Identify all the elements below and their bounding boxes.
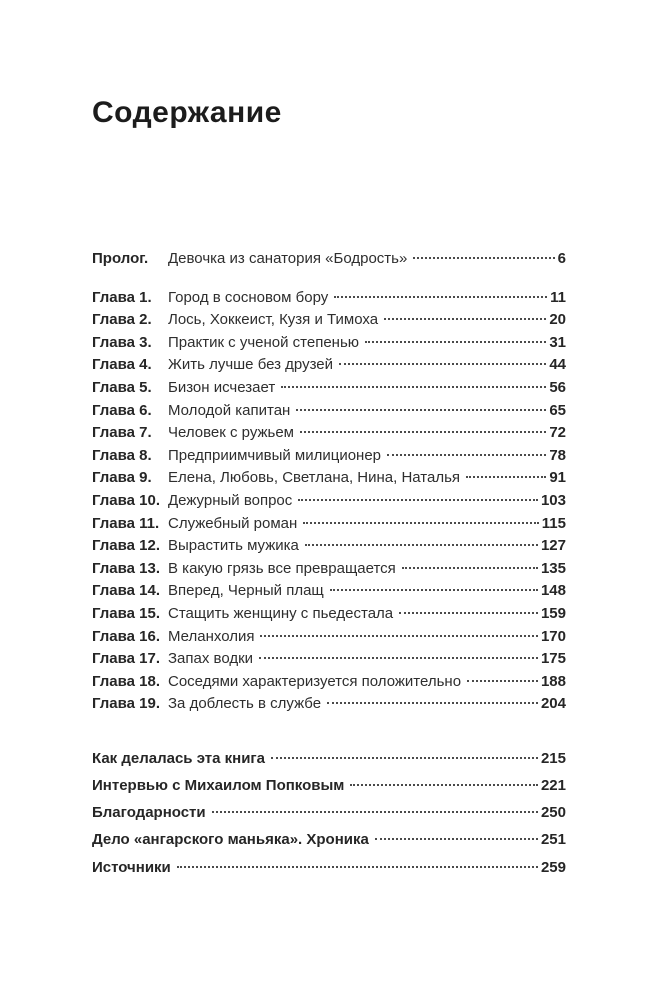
entry-title: Бизон исчезает [168,378,276,396]
toc-entry [92,535,566,558]
toc-entry [92,626,566,649]
entry-title: Практик с ученой степенью [168,333,360,351]
entry-title: Вперед, Черный плащ [168,582,324,600]
entry-title: В какую грязь все превращается [168,559,396,577]
toc-entry [92,400,566,423]
entry-title: Молодой капитан [168,401,291,419]
section-page: 215 [540,749,566,767]
entry-page: 204 [540,695,566,713]
entry-label: Глава 6. [92,401,152,419]
dot-leader [327,702,538,704]
entry-title: Лось, Хоккеист, Кузя и Тимоха [168,311,379,329]
entry-page: 11 [550,288,566,306]
entry-label: Глава 13. [92,559,161,577]
toc-entry [92,580,566,603]
entry-page: 103 [540,491,566,509]
dot-leader [365,341,546,343]
entry-label: Глава 1. [92,288,152,306]
entry-label: Глава 17. [92,650,161,668]
entry-title: Меланхолия [168,627,255,645]
entry-title: Служебный роман [168,514,298,532]
entry-label: Глава 19. [92,695,161,713]
entry-title: Запах водки [168,650,254,668]
entry-page: 65 [549,401,566,419]
dot-leader [300,431,546,433]
dot-leader [305,544,538,546]
entry-page: 127 [540,537,566,555]
toc-entry [92,377,566,400]
entry-label: Глава 16. [92,627,161,645]
entry-label: Пролог. [92,250,149,267]
entry-title: Город в сосновом бору [168,288,329,306]
entry-page: 56 [549,378,566,396]
entry-title: За доблесть в службе [168,695,322,713]
section-page: 251 [540,831,566,849]
entry-page: 44 [549,356,566,374]
entry-label: Глава 7. [92,424,152,442]
dot-leader [303,522,539,524]
entry-page: 135 [540,559,566,577]
toc-section-entry [92,854,566,881]
entry-title: Стащить женщину с пьедестала [168,604,394,622]
entry-label: Глава 3. [92,333,152,351]
entry-title: Дежурный вопрос [168,491,293,509]
entry-title: Человек с ружьем [168,424,294,442]
section-title: Благодарности [92,804,206,822]
dot-leader [177,866,538,868]
toc-entry [92,422,566,445]
toc-entry [92,354,566,377]
entry-page: 6 [557,250,566,267]
dot-leader [402,567,538,569]
dot-leader [399,612,538,614]
entry-page: 78 [549,446,566,464]
section-title: Дело «ангарского маньяка». Хроника [92,831,369,849]
entry-title: Елена, Любовь, Светлана, Нина, Наталья [168,469,461,487]
dot-leader [330,589,538,591]
entry-label: Глава 8. [92,446,152,464]
entry-label: Глава 4. [92,356,152,374]
dot-leader [259,657,538,659]
entry-page: 20 [549,311,566,329]
entry-page: 188 [540,672,566,690]
entry-page: 170 [540,627,566,645]
entry-page: 148 [540,582,566,600]
toc-section-entry [92,799,566,826]
entry-page: 31 [549,333,566,351]
entry-title: Девочка из санатория «Бодрость» [168,250,408,267]
page-title: Содержание [92,96,282,129]
entry-title: Предприимчивый милиционер [168,446,382,464]
toc-entry [92,490,566,513]
dot-leader [413,257,554,259]
toc-entry [92,309,566,332]
toc-entry [92,287,566,310]
dot-leader [339,363,546,365]
toc-entry [92,445,566,468]
toc-entry-list [92,248,566,716]
dot-leader [212,811,538,813]
entry-page: 72 [549,424,566,442]
entry-page: 91 [549,469,566,487]
dot-leader [271,757,538,759]
dot-leader [387,454,546,456]
dot-leader [375,838,538,840]
toc-entry [92,648,566,671]
dot-leader [281,386,546,388]
section-title: Источники [92,858,171,876]
toc-entry [92,332,566,355]
entry-label: Глава 10. [92,491,161,509]
entry-title: Вырастить мужика [168,537,299,555]
dot-leader [334,296,547,298]
entry-label: Глава 2. [92,311,152,329]
entry-page: 175 [540,650,566,668]
entry-title: Соседями характеризуется положительно [168,672,462,690]
section-title: Как делалась эта книга [92,749,266,767]
entry-title: Жить лучше без друзей [168,356,334,374]
section-page: 250 [540,804,566,822]
entry-label: Глава 12. [92,537,161,555]
toc-entry [92,693,566,716]
dot-leader [260,635,537,637]
section-page: 259 [540,858,566,876]
dot-leader [466,476,546,478]
entry-label: Глава 11. [92,514,160,532]
toc-section-entry [92,745,566,772]
dot-leader [296,409,546,411]
toc-entry [92,558,566,581]
entry-label: Глава 15. [92,604,161,622]
toc-entry [92,603,566,626]
toc-section-list [92,745,566,881]
entry-label: Глава 9. [92,469,152,487]
toc-entry [92,671,566,694]
dot-leader [298,499,538,501]
entry-page: 159 [540,604,566,622]
toc-section-entry [92,772,566,799]
toc-section-entry [92,826,566,853]
toc-entry [92,513,566,536]
entry-page: 115 [541,514,566,532]
toc-entry [92,248,566,271]
dot-leader [467,680,538,682]
dot-leader [384,318,546,320]
entry-label: Глава 18. [92,672,161,690]
section-title: Интервью с Михаилом Попковым [92,777,345,795]
entry-label: Глава 14. [92,582,161,600]
section-page: 221 [540,777,566,795]
dot-leader [350,784,538,786]
toc-entry [92,467,566,490]
entry-label: Глава 5. [92,378,152,396]
